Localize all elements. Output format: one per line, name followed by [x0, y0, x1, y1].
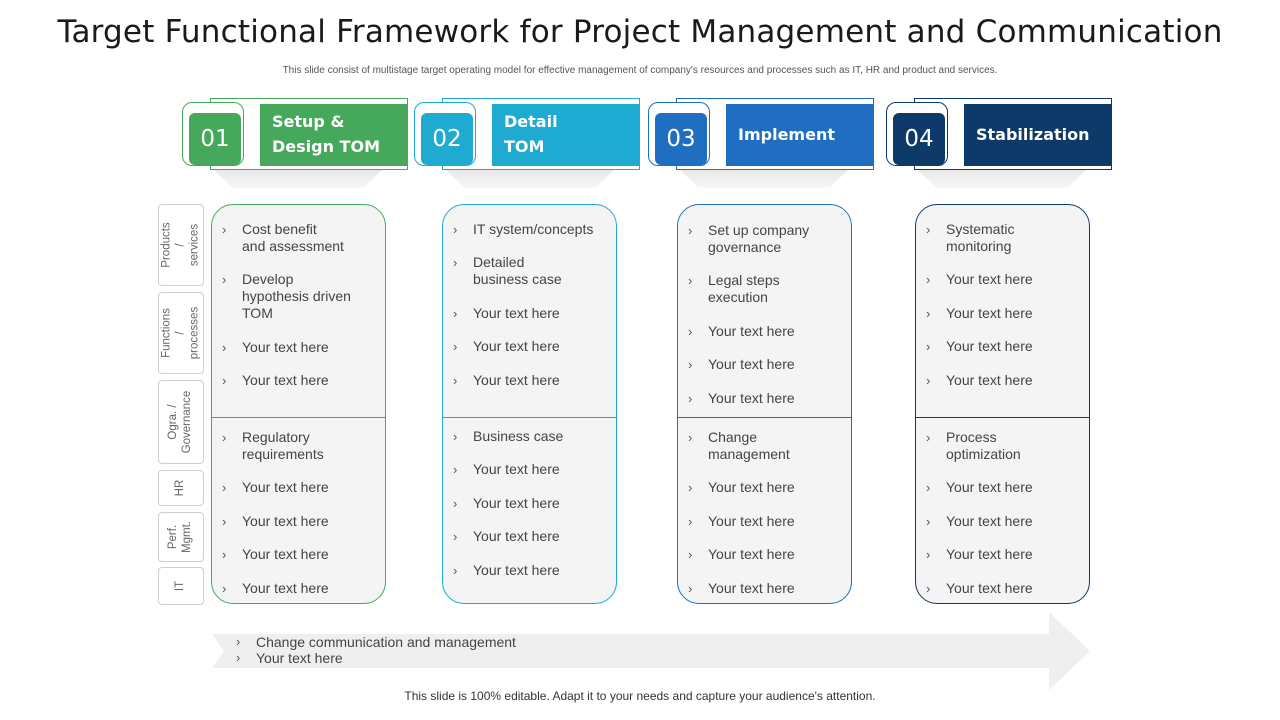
column-list-item: › Your text here — [926, 371, 1033, 388]
column-bottom-list — [688, 429, 845, 613]
chevron-right-icon: › — [236, 634, 241, 649]
header-shadow — [212, 168, 384, 188]
column-list-item: › Your text here — [453, 494, 560, 511]
chevron-right-icon: › — [453, 339, 458, 355]
header-shadow — [444, 168, 616, 188]
row-label-functions-processes: Functions / processes — [158, 292, 204, 374]
stage-column-1 — [211, 204, 386, 604]
column-bottom-list — [453, 428, 610, 595]
chevron-right-icon: › — [926, 339, 931, 355]
column-list-item: › Process optimization — [926, 429, 1021, 462]
column-divider — [212, 417, 385, 418]
column-list-item: › Your text here — [688, 512, 795, 529]
column-list-item: › Your text here — [688, 356, 795, 373]
chevron-right-icon: › — [688, 580, 693, 596]
chevron-right-icon: › — [453, 372, 458, 388]
chevron-right-icon: › — [222, 339, 227, 355]
stage-column-4 — [915, 204, 1090, 604]
chevron-right-icon: › — [926, 305, 931, 321]
column-list-item: › Your text here — [926, 271, 1033, 288]
row-label-governance: Ogra. / Governance — [158, 380, 204, 464]
column-list-item: › IT system/concepts — [453, 221, 594, 237]
chevron-right-icon: › — [453, 562, 458, 578]
chevron-right-icon: › — [926, 272, 931, 288]
chevron-right-icon: › — [236, 650, 241, 665]
chevron-right-icon: › — [926, 430, 931, 445]
slide-subtitle: This slide consist of multistage target operating model for effective management of company's resources and processes such as IT, HR and product and services. — [282, 65, 998, 76]
stage-number-box — [414, 102, 476, 166]
column-bottom-list — [222, 429, 379, 613]
chevron-right-icon: › — [222, 480, 227, 496]
header-shadow — [916, 168, 1088, 188]
column-list-item: › Your text here — [688, 389, 795, 406]
column-list-item: › Your text here — [222, 579, 329, 596]
chevron-right-icon: › — [688, 480, 693, 496]
chevron-right-icon: › — [222, 580, 227, 596]
column-list-item: › Your text here — [453, 338, 560, 355]
column-bottom-list — [926, 429, 1083, 613]
chevron-right-icon: › — [222, 513, 227, 529]
column-list-item: › Your text here — [688, 479, 795, 496]
row-label-products-services: Products / services — [158, 204, 204, 286]
column-list-item: › Your text here — [222, 479, 329, 496]
stage-label: Stabilization — [964, 104, 1111, 166]
chevron-right-icon: › — [926, 580, 931, 596]
stage-header-2 — [414, 98, 642, 172]
column-list-item: › Your text here — [222, 372, 329, 389]
column-list-item: › Your text here — [453, 461, 560, 478]
chevron-right-icon: › — [453, 222, 458, 237]
stage-number: 03 — [655, 113, 707, 165]
column-list-item: › Your text here — [926, 304, 1033, 321]
column-list-item: › Your text here — [926, 512, 1033, 529]
chevron-right-icon: › — [688, 547, 693, 563]
chevron-right-icon: › — [453, 305, 458, 321]
chevron-right-icon: › — [222, 373, 227, 389]
column-top-list — [453, 221, 610, 405]
column-list-item: › Your text here — [926, 579, 1033, 596]
column-list-item: › Your text here — [688, 546, 795, 563]
chevron-right-icon: › — [453, 462, 458, 478]
stage-number: 02 — [421, 113, 473, 165]
column-divider — [443, 417, 616, 418]
stage-header-1 — [182, 98, 410, 172]
header-shadow — [678, 168, 850, 188]
chevron-right-icon: › — [688, 273, 693, 289]
stage-label: Detail TOM — [492, 104, 639, 166]
column-divider — [916, 417, 1089, 418]
stage-number-box — [182, 102, 244, 166]
chevron-right-icon: › — [688, 223, 693, 238]
stage-number-box — [648, 102, 710, 166]
chevron-right-icon: › — [222, 547, 227, 563]
arrow-list — [236, 634, 516, 666]
column-list-item: › Regulatory requirements — [222, 429, 324, 462]
arrow-list-item: › Change communication and management — [236, 634, 516, 650]
column-list-item: › Your text here — [222, 512, 329, 529]
column-list-item: › Systematic monitoring — [926, 221, 1015, 254]
column-list-item: › Detailed business case — [453, 254, 562, 288]
chevron-right-icon: › — [688, 513, 693, 529]
column-top-list — [926, 221, 1083, 405]
slide-footer: This slide is 100% editable. Adapt it to your needs and capture your audience's attention. — [404, 689, 876, 703]
chevron-right-icon: › — [688, 430, 693, 445]
column-list-item: › Your text here — [926, 338, 1033, 355]
chevron-right-icon: › — [222, 272, 227, 288]
column-top-list — [222, 221, 379, 406]
column-list-item: › Change management — [688, 429, 790, 462]
column-list-item: › Your text here — [222, 338, 329, 355]
arrow-list-item: › Your text here — [236, 650, 343, 666]
column-list-item: › Your text here — [222, 546, 329, 563]
chevron-right-icon: › — [926, 222, 931, 237]
stage-label: Implement — [726, 104, 873, 166]
column-list-item: › Your text here — [688, 579, 795, 596]
chevron-right-icon: › — [222, 222, 227, 237]
column-list-item: › Your text here — [926, 546, 1033, 563]
row-label-it: IT — [158, 567, 204, 605]
slide-title: Target Functional Framework for Project Management and Communication — [57, 14, 1223, 50]
stage-column-3 — [677, 204, 852, 604]
column-list-item: › Your text here — [453, 528, 560, 545]
chevron-right-icon: › — [926, 372, 931, 388]
column-list-item: › Your text here — [453, 561, 560, 578]
chevron-right-icon: › — [222, 430, 227, 445]
column-divider — [678, 417, 851, 418]
column-list-item: › Develop hypothesis driven TOM — [222, 271, 351, 322]
column-list-item: › Your text here — [688, 322, 795, 339]
stage-number: 04 — [893, 113, 945, 165]
column-list-item: › Your text here — [926, 479, 1033, 496]
row-label-hr: HR — [158, 470, 204, 506]
chevron-right-icon: › — [453, 429, 458, 444]
chevron-right-icon: › — [688, 390, 693, 406]
stage-header-4 — [886, 98, 1114, 172]
stage-number: 01 — [189, 113, 241, 165]
stage-label: Setup & Design TOM — [260, 104, 407, 166]
stage-column-2 — [442, 204, 617, 604]
chevron-right-icon: › — [926, 547, 931, 563]
column-list-item: › Business case — [453, 428, 564, 444]
stage-number-box — [886, 102, 948, 166]
chevron-right-icon: › — [926, 480, 931, 496]
chevron-right-icon: › — [688, 357, 693, 373]
row-label-perf-mgmt: Perf. Mgmt. — [158, 512, 204, 562]
chevron-right-icon: › — [453, 529, 458, 545]
stage-header-3 — [648, 98, 876, 172]
chevron-right-icon: › — [688, 323, 693, 339]
chevron-right-icon: › — [926, 513, 931, 529]
column-list-item: › Your text here — [453, 371, 560, 388]
chevron-right-icon: › — [453, 255, 458, 271]
column-list-item: › Cost benefit and assessment — [222, 221, 344, 254]
chevron-right-icon: › — [453, 495, 458, 511]
communication-arrow — [212, 612, 1090, 690]
column-list-item: › Your text here — [453, 304, 560, 321]
column-list-item: › Legal steps execution — [688, 272, 780, 306]
column-top-list — [688, 222, 845, 423]
column-list-item: › Set up company governance — [688, 222, 810, 255]
